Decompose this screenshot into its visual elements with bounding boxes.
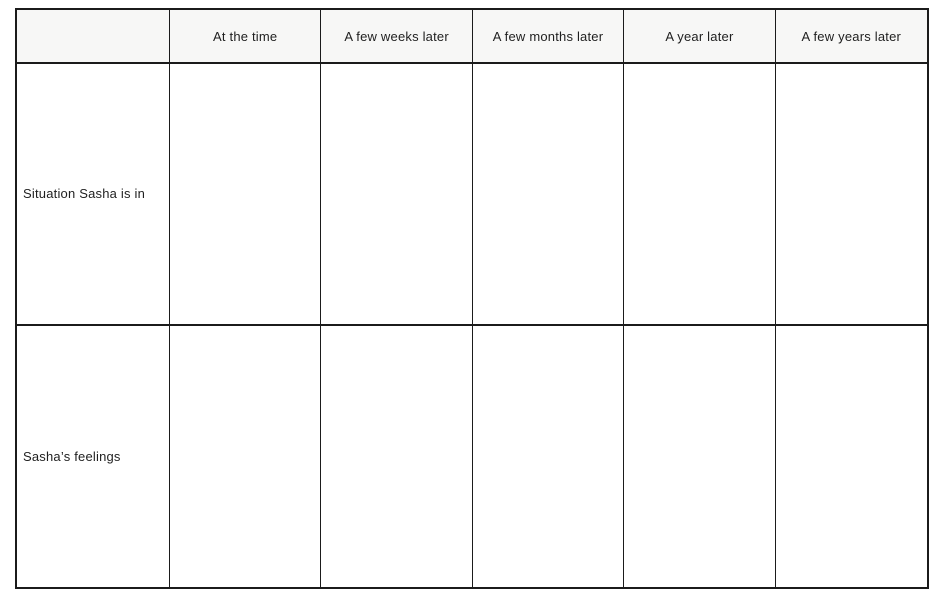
table-cell-situation-few-years [776,64,927,326]
table-cell-feelings-year [624,326,775,588]
feelings-timeline-table [15,8,929,589]
header-cell-few-months-later: A few months later [473,10,624,64]
header-cell-year-later: A year later [624,10,775,64]
header-cell-few-weeks-later: A few weeks later [321,10,472,64]
header-cell-few-years-later: A few years later [776,10,927,64]
table-cell-situation-few-weeks [321,64,472,326]
table-cell-feelings-few-years [776,326,927,588]
row-label-situation: Situation Sasha is in [17,64,170,326]
row-label-feelings: Sasha’s feelings [17,326,170,588]
table-cell-situation-at-the-time [170,64,321,326]
header-cell-at-the-time: At the time [170,10,321,64]
table-cell-situation-few-months [473,64,624,326]
table-cell-feelings-few-weeks [321,326,472,588]
header-cell-blank [17,10,170,64]
table-cell-situation-year [624,64,775,326]
table-cell-feelings-at-the-time [170,326,321,588]
table-cell-feelings-few-months [473,326,624,588]
